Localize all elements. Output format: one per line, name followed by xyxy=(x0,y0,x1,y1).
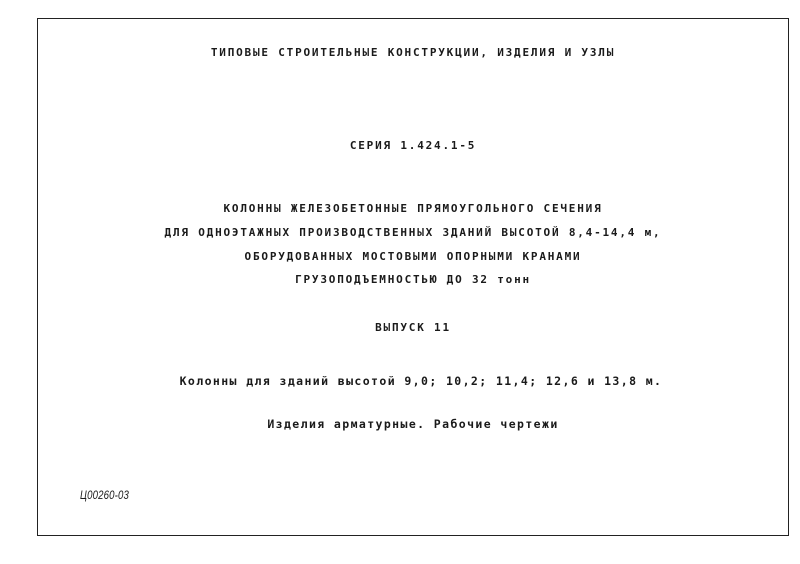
title-line-2: ДЛЯ ОДНОЭТАЖНЫХ ПРОИЗВОДСТВЕННЫХ ЗДАНИЙ ВЫСОТОЙ 8,4-14,4 м, xyxy=(164,226,662,239)
title-line-1: КОЛОННЫ ЖЕЛЕЗОБЕТОННЫЕ ПРЯМОУГОЛЬНОГО СЕЧЕНИЯ xyxy=(223,202,603,215)
series-number: СЕРИЯ 1.424.1-5 xyxy=(349,139,477,152)
issue-number: ВЫПУСК 11 xyxy=(375,321,451,334)
subtitle-heights: Колонны для зданий высотой 9,0; 10,2; 11,4; 12,6 и 13,8 м. xyxy=(179,374,663,388)
document-header: ТИПОВЫЕ СТРОИТЕЛЬНЫЕ КОНСТРУКЦИИ, ИЗДЕЛИЯ И УЗЛЫ xyxy=(210,46,616,59)
title-line-3: ОБОРУДОВАННЫХ МОСТОВЫМИ ОПОРНЫМИ КРАНАМИ xyxy=(244,250,582,263)
document-code: Ц00260-03 xyxy=(80,488,129,502)
title-line-4: ГРУЗОПОДЪЕМНОСТЬЮ ДО 32 тонн xyxy=(295,273,531,286)
document-description: Изделия арматурные. Рабочие чертежи xyxy=(267,417,559,431)
